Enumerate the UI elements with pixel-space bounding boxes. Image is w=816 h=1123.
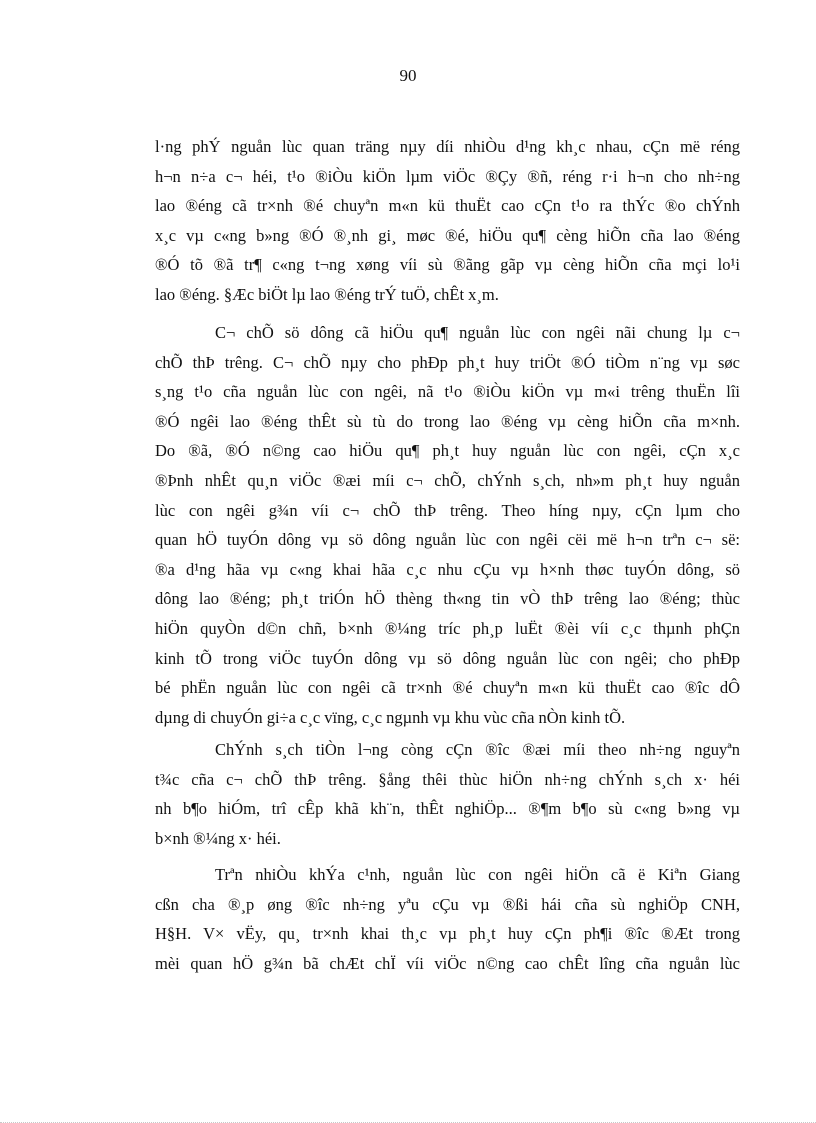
text-line: lao ®éng. §Æc biÖt lµ lao ®éng trÝ tuÖ, chÊt x¸m. <box>155 284 499 304</box>
text-line: s¸ng t¹o cña nguån lùc con ngêi, nã t¹o ®iÒu kiÖn vµ m«i trêng thuËn lîi <box>155 382 740 402</box>
text-line: ChÝnh s¸ch tiÒn l¬ng còng cÇn ®îc ®æi míi theo nh÷ng nguyªn <box>215 740 740 759</box>
page-number: 90 <box>399 66 417 85</box>
text-line: dµng di chuyÓn gi÷a c¸c vïng, c¸c ngµnh vµ khu vùc cña nÒn kinh tÕ. <box>155 707 626 727</box>
text-line: b×nh ®¼ng x· héi. <box>155 828 281 848</box>
text-line: x¸c vµ c«ng b»ng ®Ó ®¸nh gi¸ møc ®é, hiÖu qu¶ cèng hiÕn cña lao ®éng <box>155 225 740 245</box>
text-line: h¬n n÷a c¬ héi, t¹o ®iÒu kiÖn lµm viÖc ®Çy ®ñ, réng r·i h¬n cho nh÷ng <box>155 166 740 186</box>
text-line: ®Þnh nhÊt qu¸n viÖc ®æi míi c¬ chÕ, chÝnh s¸ch, nh»m ph¸t huy nguån <box>155 470 740 490</box>
paragraph-1 <box>155 132 740 310</box>
text-line: lùc con ngêi g¾n víi c¬ chÕ thÞ trêng. Theo híng nµy, cÇn lµm cho <box>155 500 740 520</box>
text-line: ®a d¹ng hãa vµ c«ng khai hãa c¸c nhu cÇu vµ h×nh thøc tuyÓn dông, sö <box>155 559 740 579</box>
text-line: kinh tÕ trong viÖc tuyÓn dông vµ sö dông nguån lùc con ngêi; cho phÐp <box>155 648 740 668</box>
paragraph-3 <box>155 735 740 853</box>
text-line: ®Ó tõ ®ã tr¶ c«ng t¬ng xøng víi sù ®ãng gãp vµ cèng hiÕn cña mçi lo¹i <box>155 255 740 275</box>
text-line: cßn cha ®¸p øng ®îc nh÷ng yªu cÇu vµ ®ßi hái cña sù nghiÖp CNH, <box>155 894 740 914</box>
text-line: nh b¶o hiÓm, trî cÊp khã kh¨n, thÊt nghiÖp... ®¶m b¶o sù c«ng b»ng vµ <box>155 799 740 819</box>
text-line: Do ®ã, ®Ó n©ng cao hiÖu qu¶ ph¸t huy nguån lùc con ngêi, cÇn x¸c <box>155 441 740 461</box>
text-line: Trªn nhiÒu khÝa c¹nh, nguån lùc con ngêi hiÖn cã ë Kiªn Giang <box>215 865 740 884</box>
text-line: mèi quan hÖ g¾n bã chÆt chÏ víi viÖc n©ng cao chÊt lîng cña nguån lùc <box>155 953 740 973</box>
paragraph-2 <box>155 318 740 732</box>
text-line: t¾c cña c¬ chÕ thÞ trêng. §ång thêi thùc hiÖn nh÷ng chÝnh s¸ch x· héi <box>155 769 740 789</box>
paragraph-4 <box>155 860 740 978</box>
text-line: dông lao ®éng; ph¸t triÓn hÖ thèng th«ng tin vÒ thÞ trêng lao ®éng; thùc <box>155 589 740 609</box>
text-line: quan hÖ tuyÓn dông vµ sö dông nguån lùc con ngêi cëi më h¬n trªn c¬ së: <box>155 530 740 550</box>
text-line: H§H. V× vËy, qu¸ tr×nh khai th¸c vµ ph¸t huy cÇn ph¶i ®îc ®Æt trong <box>155 924 740 944</box>
text-line: lao ®éng cã tr×nh ®é chuyªn m«n kü thuËt cao cÇn t¹o ra thÝc ®o chÝnh <box>155 196 740 216</box>
text-line: C¬ chÕ sö dông cã hiÖu qu¶ nguån lùc con ngêi nãi chung lµ c¬ <box>215 323 740 342</box>
text-line: ®Ó ngêi lao ®éng thÊt sù tù do trong lao ®éng vµ cèng hiÕn cña m×nh. <box>155 411 740 431</box>
text-line: chÕ thÞ trêng. C¬ chÕ nµy cho phÐp ph¸t huy triÖt ®Ó tiÒm n¨ng vµ søc <box>155 352 740 372</box>
text-line: hiÖn quyÒn d©n chñ, b×nh ®¼ng tríc ph¸p luËt ®èi víi c¸c thµnh phÇn <box>155 618 740 638</box>
text-line: bé phËn nguån lùc con ngêi cã tr×nh ®é chuyªn m«n kü thuËt cao ®îc dÔ <box>155 678 740 698</box>
text-line: l·ng phÝ nguån lùc quan träng nµy díi nhiÒu d¹ng kh¸c nhau, cÇn më réng <box>155 137 740 156</box>
